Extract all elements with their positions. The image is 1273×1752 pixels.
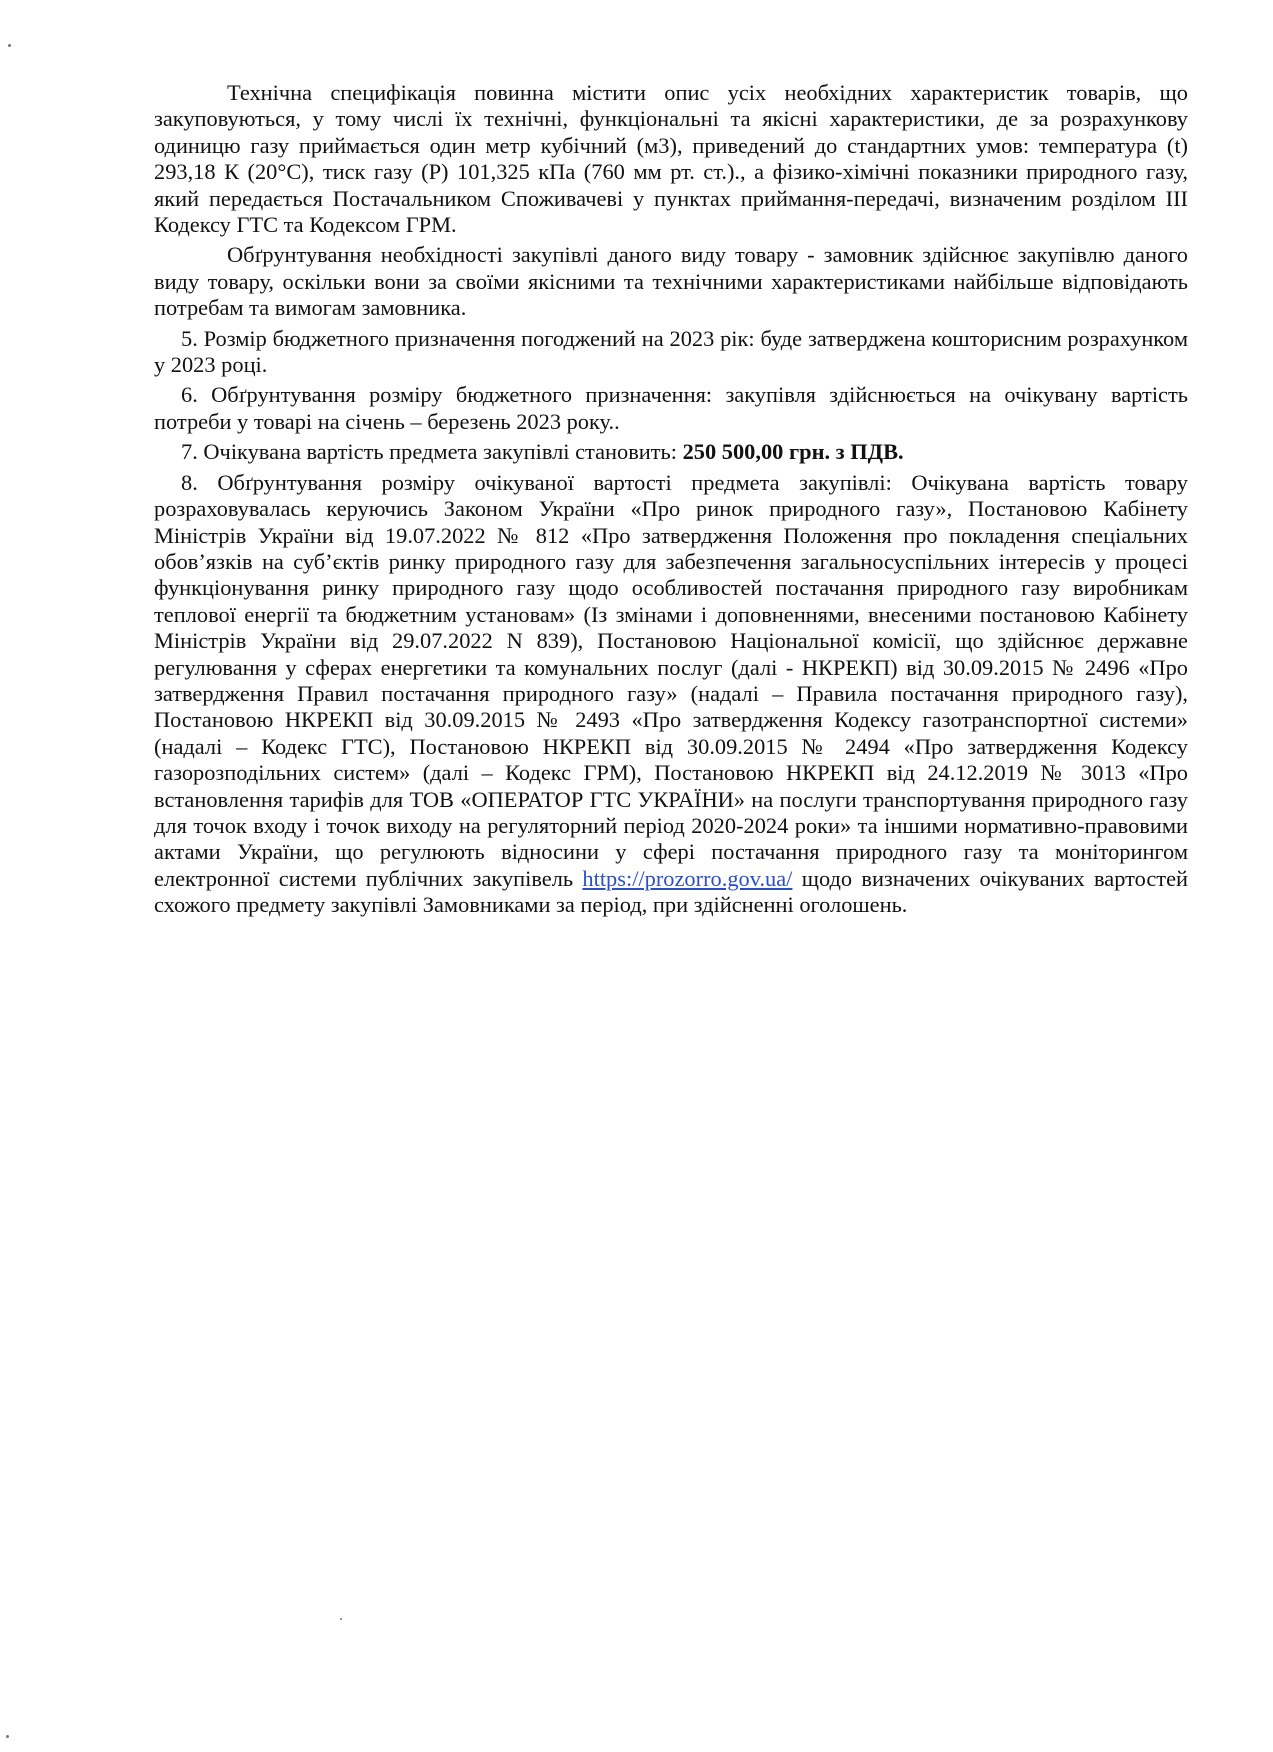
paragraph-6-budget-justification: 6. Обґрунтування розміру бюджетного призначення: закупівля здійснюється на очікувану вартість потреби у товарі на січень – березень 2023 року.. xyxy=(154,382,1188,434)
paragraph-7-expected-cost xyxy=(154,439,1188,465)
expected-cost-amount: 250 500,00 грн. з ПДВ. xyxy=(682,439,904,465)
paragraph-8-cost-justification xyxy=(154,470,1188,919)
scan-speck xyxy=(6,1735,9,1738)
scan-speck xyxy=(8,44,11,47)
cost-justification-text: 8. Обґрунтування розміру очікуваної вартості предмета закупівлі: Очікувана вартість товару розраховувалась керуючись Законом України «Про ринок природного газу», Постановою Кабінету Міністрів України від 19.07.2022 № 812 «Про затвердження Положення про покладення спеціальних обов’язків на суб’єктів ринку природного газу для забезпечення загальносуспільних інтересів у процесі функціонування ринку природного газу щодо особливостей постачання природного газу виробникам теплової енергії та бюджетним установам» (Із змінами і доповненнями, внесеними постановою Кабінету Міністрів України від 29.07.2022 N 839), Постановою Національної комісії, що здійснює державне регулювання у сферах енергетики та комунальних послуг (далі - НКРЕКП) від 30.09.2015 № 2496 «Про затвердження Правил постачання природного газу» (надалі – Правила постачання природного газу), Постановою НКРЕКП від 30.09.2015 № 2493 «Про затвердження Кодексу газотранспортної системи» (надалі – Кодекс ГТС), Постановою НКРЕКП від 30.09.2015 № 2494 «Про затвердження Кодексу газорозподільних систем» (далі – Кодекс ГРМ), Постановою НКРЕКП від 24.12.2019 № 3013 «Про встановлення тарифів для ТОВ «ОПЕРАТОР ГТС УКРАЇНИ» на послуги транспортування природного газу для точок входу і точок виходу на регуляторний період 2020-2024 роки» та іншими нормативно-правовими актами України, що регулюють відносини у сфері постачання природного газу та моніторингом електронної системи публічних закупівель xyxy=(154,469,1188,891)
paragraph-technical-specification: Технічна специфікація повинна містити опис усіх необхідних характеристик товарів, що закуповуються, у тому числі їх технічні, функціональні та якісні характеристики, де за розрахункову одиницю газу приймається один метр кубічний (м3), приведений до стандартних умов: температура (t) 293,18 К (20°С), тиск газу (Р) 101,325 кПа (760 мм рт. ст.)., а фізико-хімічні показники природного газу, який передається Постачальником Споживачеві у пунктах приймання-передачі, визначеним розділом III Кодексу ГТС та Кодексом ГРМ. xyxy=(154,80,1188,238)
paragraph-procurement-justification: Обґрунтування необхідності закупівлі даного виду товару - замовник здійснює закупівлю даного виду товару, оскільки вони за своїми якісними та технічними характеристиками найбільше відповідають потребам та вимогам замовника. xyxy=(154,242,1188,321)
cost-justification-text-end: щодо визначених очікуваних вартостей схожого предмету закупівлі Замовниками за період, при здійсненні оголошень. xyxy=(154,865,1188,918)
scan-speck xyxy=(340,1618,342,1620)
prozorro-link[interactable]: https://prozorro.gov.ua/ xyxy=(582,865,793,891)
document-body xyxy=(154,80,1188,923)
expected-cost-label: 7. Очікувана вартість предмета закупівлі становить: xyxy=(181,439,683,465)
paragraph-5-budget-allocation: 5. Розмір бюджетного призначення погоджений на 2023 рік: буде затверджена кошторисним розрахунком у 2023 році. xyxy=(154,325,1188,378)
